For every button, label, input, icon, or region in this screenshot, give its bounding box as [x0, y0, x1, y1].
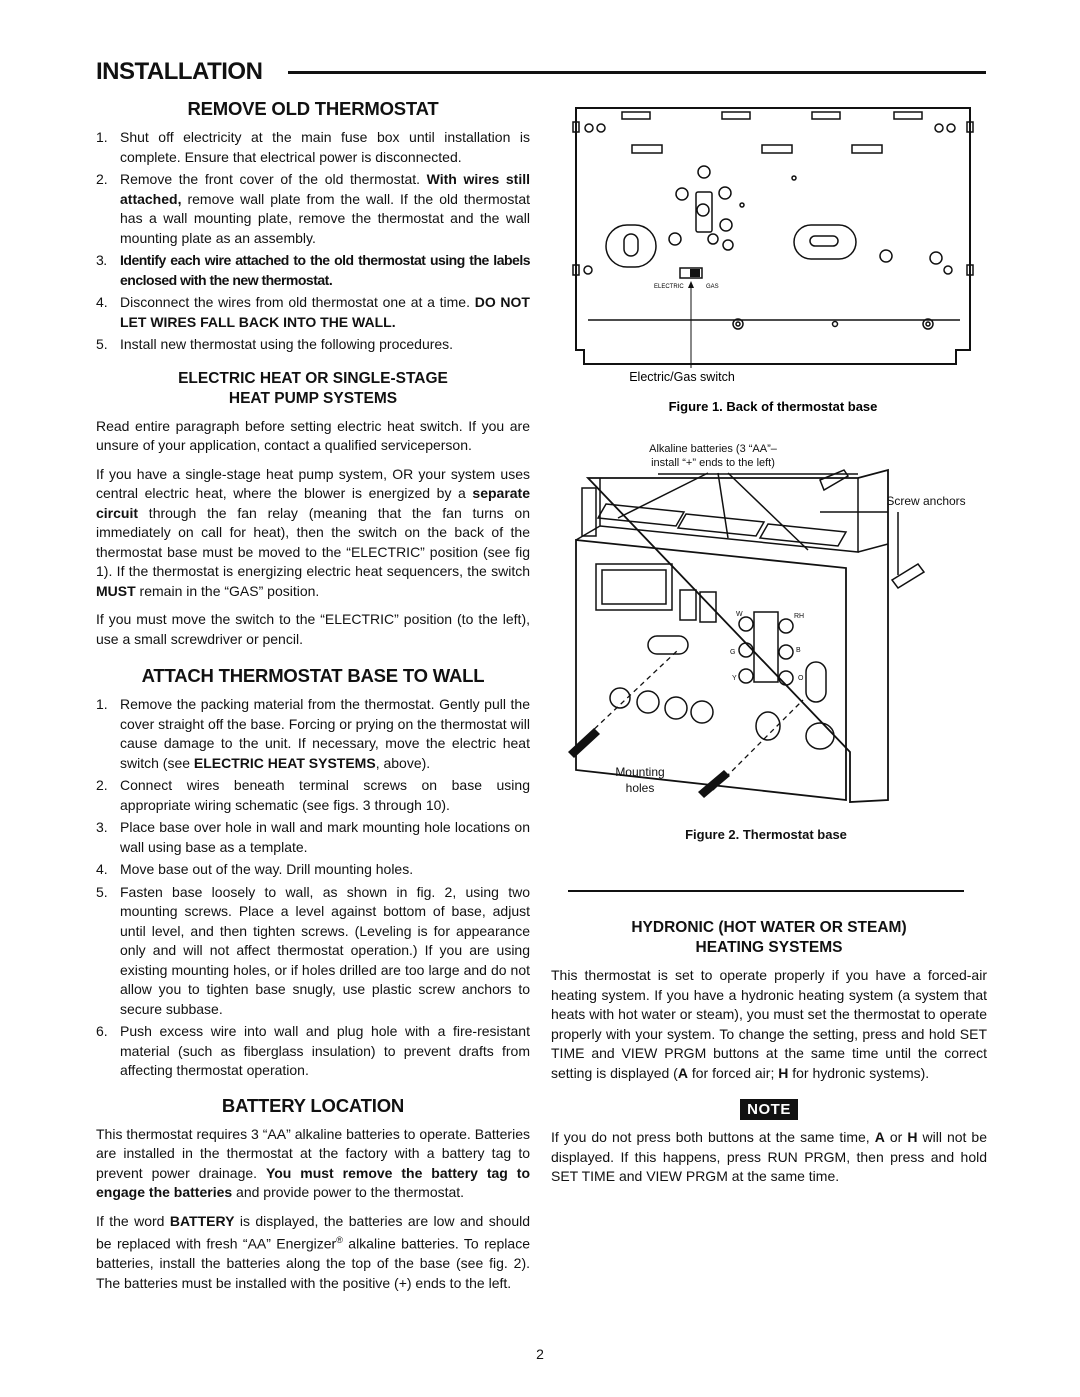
switch-label-electric: ELECTRIC [654, 284, 684, 290]
attach-step-1: 1. Remove the packing material from the thermostat. Gently pull the cover straight off the base. Forcing or prying on the thermostat will cause damage to the unit. If necessary, move the electric heat switch (see ELECTRIC HEAT SYSTEMS, above). [96, 696, 530, 771]
electric-para-1: Read entire paragraph before setting electric heat switch. If you are unsure of your application, contact a qualified serviceperson. [96, 417, 530, 454]
remove-steps [96, 128, 530, 355]
battery-para-2: If the word BATTERY is displayed, the batteries are low and should be replaced with fresh “AA” Energizer® alkaline batteries. To replace batteries, install the batteries along the top of the base (see fig. 2). The batteries must be installed with the positive (+) ends to the left. [96, 1212, 531, 1291]
attach-heading: ATTACH THERMOSTAT BASE TO WALL [141, 665, 485, 687]
battery-heading: BATTERY LOCATION [221, 1094, 405, 1116]
attach-step-5: 5. Fasten base loosely to wall, as shown in fig. 2, using two mounting screws. Place a level against bottom of base, adjust until level, and then tighten screws. (Leveling is for appearance only and will not affect thermostat operation.) If you are using existing mounting holes, or if holes drilled are too large and do not allow you to tighten base snugly, use plastic screw anchors to secure subbase. [96, 883, 530, 1017]
attach-steps [96, 695, 530, 1081]
attach-step-6: 6. Push excess wire into wall and plug hole with a fire-resistant material (such as fiberglass insulation) to prevent drafts from affecting thermostat operation. [96, 1023, 530, 1079]
electric-para-3: If you must move the switch to the “ELECTRIC” position (to the left), use a small screwdriver or pencil. [96, 611, 530, 647]
battery-label-1: Alkaline batteries (3 “AA”– [649, 443, 777, 455]
switch-label-gas: GAS [706, 284, 719, 290]
page-number: 2 [536, 1346, 544, 1362]
note-badge: NOTE [740, 1099, 798, 1120]
remove-step-5: 5. Install new thermostat using the following procedures. [96, 336, 454, 352]
remove-step-3: 3. Identify each wire attached to the old thermostat using the labels enclosed with the new thermostat. [96, 252, 530, 288]
battery-label-2: install “+” ends to the left) [651, 457, 775, 469]
figure2-thermostat-base [558, 440, 988, 846]
attach-step-3: 3. Place base over hole in wall and mark mounting hole locations on wall using base as a template. [96, 819, 530, 855]
remove-step-1: 1. Shut off electricity at the main fuse box until installation is complete. Ensure that electrical power is disconnected. [96, 129, 530, 165]
note-badge-row [551, 1099, 987, 1120]
electric-heading: ELECTRIC HEAT OR SINGLE-STAGE HEAT PUMP SYSTEMS [178, 369, 448, 407]
hydronic-heading: HYDRONIC (HOT WATER OR STEAM) HEATING SYSTEMS [631, 919, 907, 957]
switch-callout: Electric/Gas switch [629, 370, 735, 384]
terminal-g: G [730, 649, 736, 656]
screw-anchors-label: Screw anchors [886, 494, 966, 508]
section-header [96, 58, 986, 92]
figure2-caption: Figure 2. Thermostat base [685, 827, 847, 842]
right-column [551, 918, 987, 1196]
terminal-o: O [798, 675, 804, 682]
attach-step-2: 2. Connect wires beneath terminal screws on base using appropriate wiring schematic (see figs. 3 through 10). [96, 777, 530, 813]
terminal-w: W [736, 611, 743, 618]
hydronic-para: This thermostat is set to operate properly if you have a forced-air heating system. If you have a hydronic heating system (a system that heats with hot water or steam), you must set the thermostat to operate properly with your system. To change the setting, press and hold SET TIME and VIEW PRGM buttons at the same time until the correct setting is displayed (A for forced air; H for hydronic systems). [551, 967, 987, 1081]
left-column [96, 98, 530, 1302]
attach-step-4: 4. Move base out of the way. Drill mounting holes. [96, 861, 414, 878]
note-text: If you do not press both buttons at the same time, A or H will not be displayed. If this happens, press RUN PRGM, then press and hold SET TIME and VIEW PRGM at the same time. [551, 1129, 987, 1185]
switch-slider [690, 269, 700, 277]
terminal-rh: RH [794, 613, 805, 620]
page-title: INSTALLATION [96, 58, 263, 85]
electric-para-2: If you have a single-stage heat pump system, OR your system uses central electric heat, where the blower is energized by a separate circuit through the fan relay (meaning that the fan turns on immediately on call for heat), then the switch on the back of the thermostat base must be moved to the “ELECTRIC” position (see fig 1). If the thermostat is energizing electric heat sequencers, the switch MUST remain in the “GAS” position. [96, 465, 530, 599]
remove-heading: REMOVE OLD THERMOSTAT [187, 98, 439, 119]
mounting-label-2: holes [625, 781, 655, 795]
mounting-label-1: Mounting [615, 765, 665, 779]
remove-step-2: 2. Remove the front cover of the old thermostat. With wires still attached, remove wall plate from the wall. If the old thermostat has a wall mounting plate, remove the thermostat and the wall mounting plate as an assembly. [96, 171, 531, 246]
section-divider [568, 890, 964, 892]
title-rule [288, 71, 986, 74]
battery-para-1: This thermostat requires 3 “AA” alkaline batteries to operate. Batteries are installed in the thermostat at the factory with a battery tag to prevent power drainage. You must remove the battery tag to engage the batteries and provide power to the thermostat. [96, 1125, 530, 1201]
remove-step-4: 4. Disconnect the wires from old thermostat one at a time. DO NOT LET WIRES FALL BACK INTO THE WALL. [96, 294, 530, 330]
terminal-y: Y [732, 675, 737, 682]
figure1-back-of-base [564, 100, 984, 422]
figure1-caption: Figure 1. Back of thermostat base [668, 399, 878, 414]
terminal-b: B [796, 647, 801, 654]
